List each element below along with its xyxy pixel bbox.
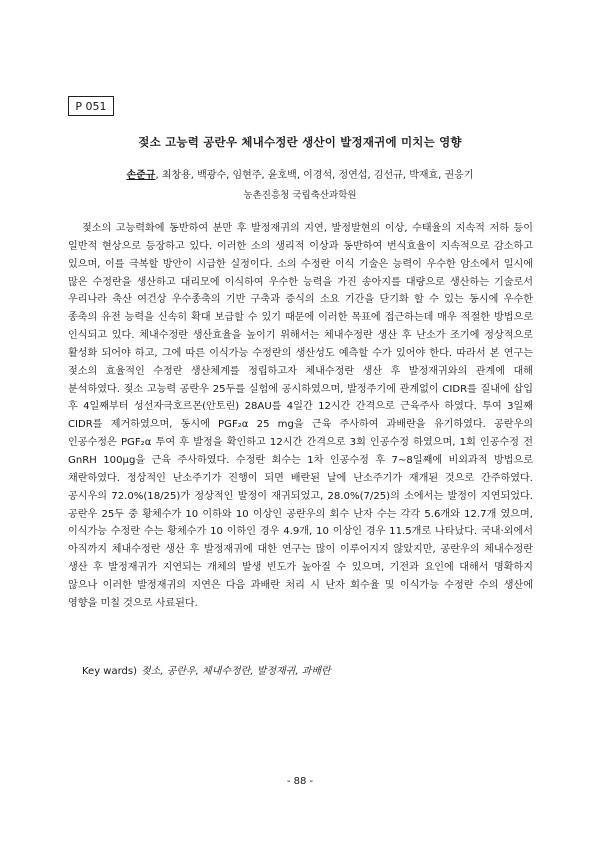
- page-number: - 88 -: [286, 776, 314, 787]
- abstract-text: 젖소의 고능력화에 동반하여 분만 후 발정재귀의 지연, 발정발현의 이상, 수태율의 지속적 저하 등이 일반적 현상으로 등장하고 있다. 이러한 소의 생리적 이상과 동반하여 번식효율이 지속적으로 감소하고 있으며, 이를 극복할 방안이 시급한 실정이다. 소의 수정란 이식 기술은 능력이 우수한 암소에서 일시에 많은 수정란을 생산하고 대리모에 이식하여 우수한 능력을 가진 송아지를 대량으로 생산하는 기술로서 우리나라 축산 여건상 우수종축의 기반 구축과 증식의 소요 기간을 단기화 할 수 있는 동시에 우수한 종축의 유전 능력을 신속히 확대 보급할 수 있기 때문에 이러한 목표에 접근하는데 매우 적절한 방법으로 인식되고 있다. 체내수정란 생산효율을 높이기 위해서는 체내수정란 생산 후 난소가 조기에 정상적으로 활성화 되어야 하고, 그에 따른 이식가능 수정란의 생산성도 예측할 수가 있어야 한다. 따라서 본 연구는 젖소의 효율적인 수정란 생산체계를 정립하고자 체내수정란 생산 후 발정재귀와의 관계에 대해 분석하였다. 젖소 고능력 공란우 25두를 실험에 공시하였으며, 발정주기에 관계없이 CIDR를 질내에 삽입 후 4일째부터 성선자극호르몬(안토린) 28AU를 4일간 12시간 간격으로 근육주사 하였다. 투여 3일째 CIDR를 제거하였으며, 동시에 PGF₂α 25 mg을 근육 주사하여 과배란을 유기하였다. 공란우의 인공수정은 PGF₂α 투여 후 발정을 확인하고 12시간 간격으로 3회 인공수정 하였으며, 1회 인공수정 전 GnRH 100μg을 근육 주사하였다. 수정란 회수는 1차 인공수정 후 7∼8일째에 비외과적 방법으로 채란하였다. 정상적인 난소주기가 진행이 되면 배란된 날에 난소주기가 재개된 것으로 간주하였다. 공시우의 72.0%(18/25)가 정상적인 발정이 재귀되었고, 28.0%(7/25)의 소에서는 발정이 지연되었다. 공란우 25두 중 황체수가 10 이하와 10 이상인 공란우의 회수 난자 수는 각각 5.6개와 12.7개 였으며, 이식가능 수정란 수는 황체수가 10 이하인 경우 4.9개, 10 이상인 경우 11.5개로 나타났다. 국내·외에서 아직까지 체내수정란 생산 후 발정재귀에 대한 연구는 많이 이루어지지 않았지만, 공란우의 체내수정란 생산 후 발정재귀가 지연되는 개체의 발생 빈도가 높아질 수 있으며, 기전과 요인에 대해서 명확하지 않으나 이러한 발정재귀의 지연은 다음 과배란 처리 시 난자 회수율 및 이식가능 수정란 수의 생산에 영향을 미칠 것으로 사료된다.: [68, 223, 533, 609]
- first-author: 손준규: [126, 170, 156, 181]
- poster-id-box: P 051: [68, 96, 114, 116]
- keywords: [82, 662, 331, 677]
- co-authors: , 최창용, 백광수, 임현주, 윤호백, 이경석, 정연섭, 김선규, 박재효, 권응기: [155, 170, 474, 181]
- abstract: [68, 220, 533, 613]
- author-list: [60, 166, 540, 181]
- paper-title: 젖소 고능력 공란우 체내수정란 생산이 발정재귀에 미치는 영향: [138, 135, 462, 149]
- keywords-label: Key wards): [82, 666, 138, 677]
- keywords-values: 젖소, 공란우, 체내수정란, 발정재귀, 과배란: [141, 666, 331, 677]
- affiliation: 농촌진흥청 국립축산과학원: [243, 190, 357, 201]
